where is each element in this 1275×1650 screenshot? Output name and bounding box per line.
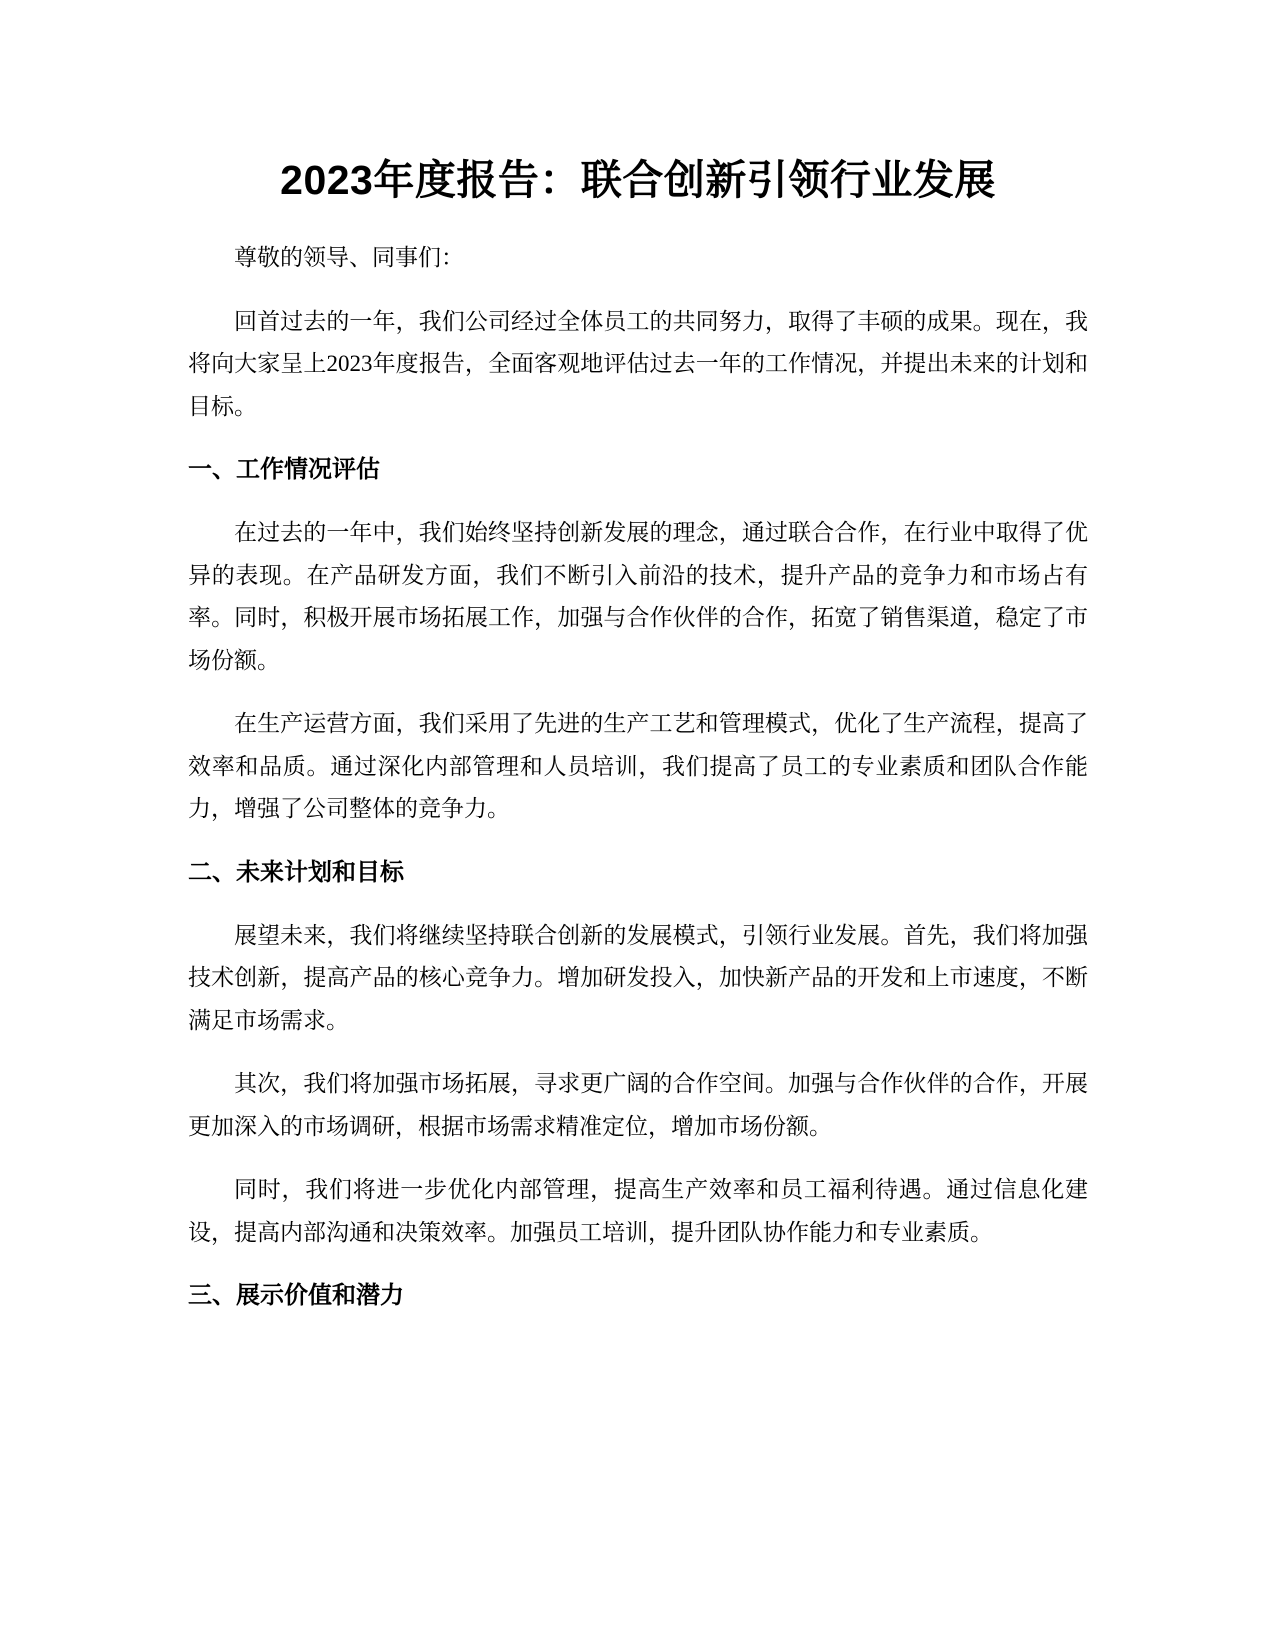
section-2-paragraph-3: 同时，我们将进一步优化内部管理，提高生产效率和员工福利待遇。通过信息化建设，提高内部沟通和决策效率。加强员工培训，提升团队协作能力和专业素质。 (188, 1177, 1088, 1245)
section-2-paragraph-2: 其次，我们将加强市场拓展，寻求更广阔的合作空间。加强与合作伙伴的合作，开展更加深入的市场调研，根据市场需求精准定位，增加市场份额。 (188, 1071, 1088, 1139)
section-heading-1: 一、工作情况评估 (188, 456, 380, 483)
section-2-paragraph-1: 展望未来，我们将继续坚持联合创新的发展模式，引领行业发展。首先，我们将加强技术创新，提高产品的核心竞争力。增加研发投入，加快新产品的开发和上市速度，不断满足市场需求。 (188, 922, 1088, 1033)
section-heading-3: 三、展示价值和潜力 (188, 1282, 404, 1309)
salutation: 尊敬的领导、同事们： (234, 245, 464, 270)
document-body (188, 145, 1088, 1338)
section-1-paragraph-2: 在生产运营方面，我们采用了先进的生产工艺和管理模式，优化了生产流程，提高了效率和品质。通过深化内部管理和人员培训，我们提高了员工的专业素质和团队合作能力，增强了公司整体的竞争力。 (188, 711, 1088, 821)
intro-paragraph: 回首过去的一年，我们公司经过全体员工的共同努力，取得了丰硕的成果。现在，我将向大家呈上2023年度报告，全面客观地评估过去一年的工作情况，并提出未来的计划和目标。 (188, 308, 1088, 419)
section-heading-2: 二、未来计划和目标 (188, 858, 404, 886)
document-title: 2023年度报告：联合创新引领行业发展 (280, 157, 996, 203)
section-1-paragraph-1: 在过去的一年中，我们始终坚持创新发展的理念，通过联合合作，在行业中取得了优异的表现。在产品研发方面，我们不断引入前沿的技术，提升产品的竞争力和市场占有率。同时，积极开展市场拓展工作，加强与合作伙伴的合作，拓宽了销售渠道，稳定了市场份额。 (188, 520, 1088, 673)
